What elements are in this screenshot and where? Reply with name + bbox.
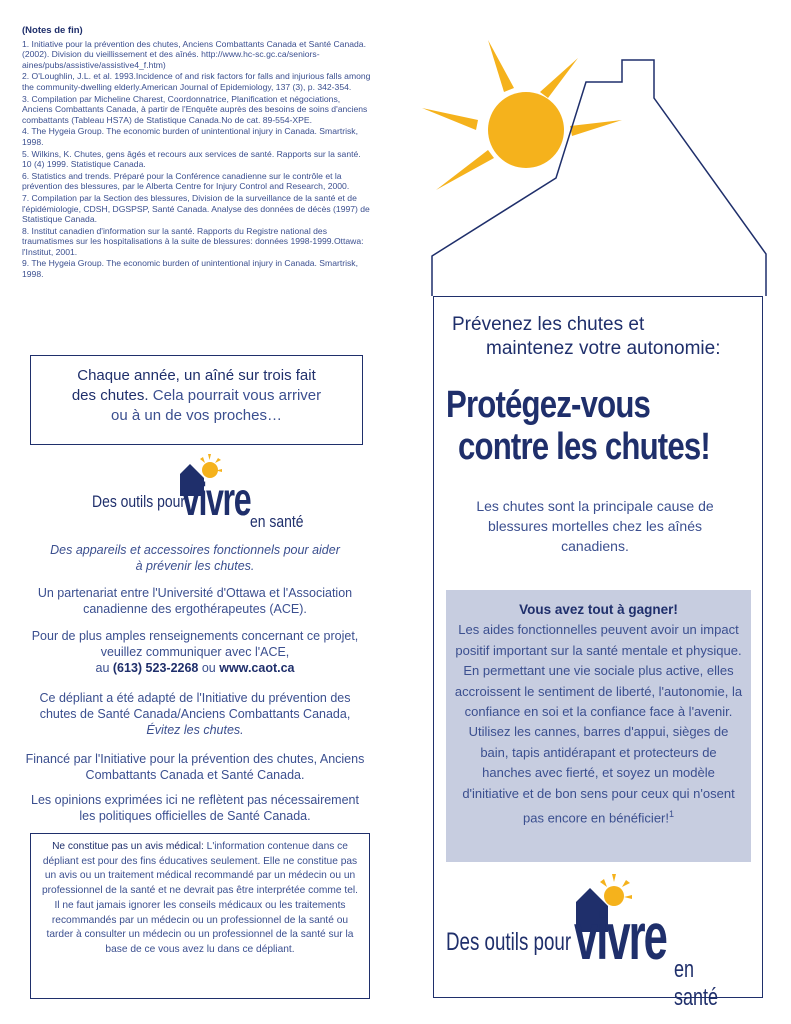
- logo-vivre: vivre: [574, 899, 666, 973]
- disclaimer-body: L'information contenue dans ce dépliant est pour des fins éducatives seulement. Elle ne constitue pas un avis ou un traitement médical recommandé par un médecin ou un professionnel de la santé et ne devrait pas être interprétée comme tel. Il ne faut jamais ignorer les conseils médicaux ou les traitements recommandés par un médecin ou un professionnel de la santé ou tarder à consulter un médecin ou un professionnel de la santé sur la base de ce vous avez lu dans ce dépliant.: [42, 841, 358, 955]
- subtitle-line-2: maintenez votre autonomie:: [486, 338, 721, 359]
- endnote-item: 1. Initiative pour la prévention des chutes, Anciens Combattants Canada et Santé Canada. (2002). Division du vieillissement et des aînés. http://www.hc-sc.gc.ca/seniors-aines/pubs/assistive/assistive4_f.htm): [22, 38, 366, 70]
- gain-body: Les aides fonctionnelles peuvent avoir un impact positif important sur la santé mentale et physique. En permettant une vie sociale plus active, elles accroissent le sentiment de liberté, l'autonomie, la confiance en soi et la confiance face à l'avenir. Utilisez les cannes, barres d'appui, sièges de bain, tapis antidérapant et protecteurs de hanches avec fierté, et soyez un modèle d'initiative et de bon sens pour ceux qui n'osent pas encore en bénéficier!: [454, 622, 743, 826]
- page-title-line-1: Protégez-vous: [446, 384, 651, 426]
- endnote-item: 6. Statistics and trends. Préparé pour la Conférence canadienne sur le contrôle et la prévention des blessures, par le Alberta Centre for Injury Control and Research, 2000.: [22, 170, 350, 192]
- tagline: Des appareils et accessoires fonctionnels pour aider à prévenir les chutes.: [50, 543, 340, 573]
- endnote-item: 4. The Hygeia Group. The economic burden of unintentional injury in Canada. Smartrisk, 1998.: [22, 126, 358, 147]
- endnote-item: 7. Compilation par la Section des blessures, Division de la surveillance de la santé et de l'épidémiologie, CDSH, DGSPSP, Santé Canada. Analyse des données de décès (1997) de Statistique Canada.: [22, 192, 370, 225]
- logo-vivre: vivre: [182, 473, 251, 525]
- adapted-line: Ce dépliant a été adapté de l'Initiative du prévention des chutes de Santé Canada/Anciens Combattants Canada,: [39, 691, 351, 721]
- endnotes: [22, 26, 372, 281]
- cause-text: Les chutes sont la principale cause de blessures mortelles chez les aînés canadiens.: [476, 498, 714, 554]
- gain-box: [446, 590, 751, 862]
- endnote-item: 2. O'Loughlin, J.L. et al. 1993.Incidence of and risk factors for falls and injurious falls among the community-dwelling elderly.American Journal of Epidemiology, 137 (3), p. 342-354.: [22, 71, 371, 92]
- website-link[interactable]: www.caot.ca: [219, 661, 295, 675]
- opinions-text: Les opinions exprimées ici ne reflètent pas nécessairement les politiques officielles de Santé Canada.: [31, 793, 359, 823]
- annual-line-2-light: Cela pourrait vous arriver: [148, 387, 322, 404]
- more-info-line: Pour de plus amples renseignements concernant ce projet, veuillez communiquer avec l'ACE,: [31, 629, 359, 659]
- sun-icon: [422, 40, 622, 190]
- disclaimer-lead: Ne constitue pas un avis médical:: [52, 841, 204, 852]
- annual-line-3: ou à un de vos proches…: [111, 407, 282, 424]
- phone-number: (613) 523-2268: [112, 661, 199, 675]
- more-info-text: [25, 628, 365, 676]
- adapted-text: [25, 690, 365, 738]
- logo-en-sante: en santé: [674, 956, 719, 1011]
- logo-right: [446, 870, 756, 1011]
- logo-des-outils: Des outils pour: [92, 492, 185, 511]
- medical-disclaimer-box: [30, 833, 370, 999]
- page-title-line-2: contre les chutes!: [458, 426, 710, 468]
- endnote-item: 8. Institut canadien d'information sur la santé. Rapports du Registre national des traumatismes sur les hospitalisations à la suite de blessures: données 1998-1999.Ottawa: l'Institut, 2001.: [22, 225, 364, 257]
- endnote-item: 9. The Hygeia Group. The economic burden of unintentional injury in Canada. Smartrisk, 1998.: [22, 258, 358, 280]
- logo-des-outils: Des outils pour: [446, 928, 572, 956]
- endnotes-title: (Notes de fin): [22, 25, 83, 36]
- house-sun-illustration: [418, 40, 778, 298]
- endnote-item: 5. Wilkins, K. Chutes, gens âgés et recours aux services de santé. Rapports sur la santé. 10 (4) 1999. Statistique Canada.: [22, 148, 361, 170]
- annual-line-2-dark: des chutes.: [71, 387, 149, 404]
- gain-footnote: 1: [668, 809, 674, 820]
- funded-text: Financé par l'Initiative pour la prévention des chutes, Anciens Combattants Canada et Santé Canada.: [25, 752, 365, 782]
- annual-line-1: Chaque année, un aîné sur trois fait: [77, 367, 316, 384]
- annual-falls-box: [30, 355, 363, 445]
- adapted-title: Évitez les chutes.: [146, 723, 244, 737]
- subtitle-line-1: Prévenez les chutes et: [452, 314, 645, 335]
- contact-or: ou: [198, 661, 220, 675]
- logo-en-sante: en santé: [250, 512, 304, 531]
- partnership-text: Un partenariat entre l'Université d'Ottawa et l'Association canadienne des ergothérapeutes (ACE).: [37, 586, 353, 616]
- gain-title: Vous avez tout à gagner!: [519, 602, 678, 617]
- endnote-item: 3. Compilation par Micheline Charest, Coordonnatrice, Planification et négociations, Anciens Combattants Canada, à partir de l'Enquête auprès des besoins de soins d'anciens combattants (Tableau HS7A) de Statistique Canada.No de cat. 89-554-XPE.: [22, 93, 368, 125]
- contact-prefix: au: [95, 661, 113, 675]
- logo-left: [88, 450, 328, 540]
